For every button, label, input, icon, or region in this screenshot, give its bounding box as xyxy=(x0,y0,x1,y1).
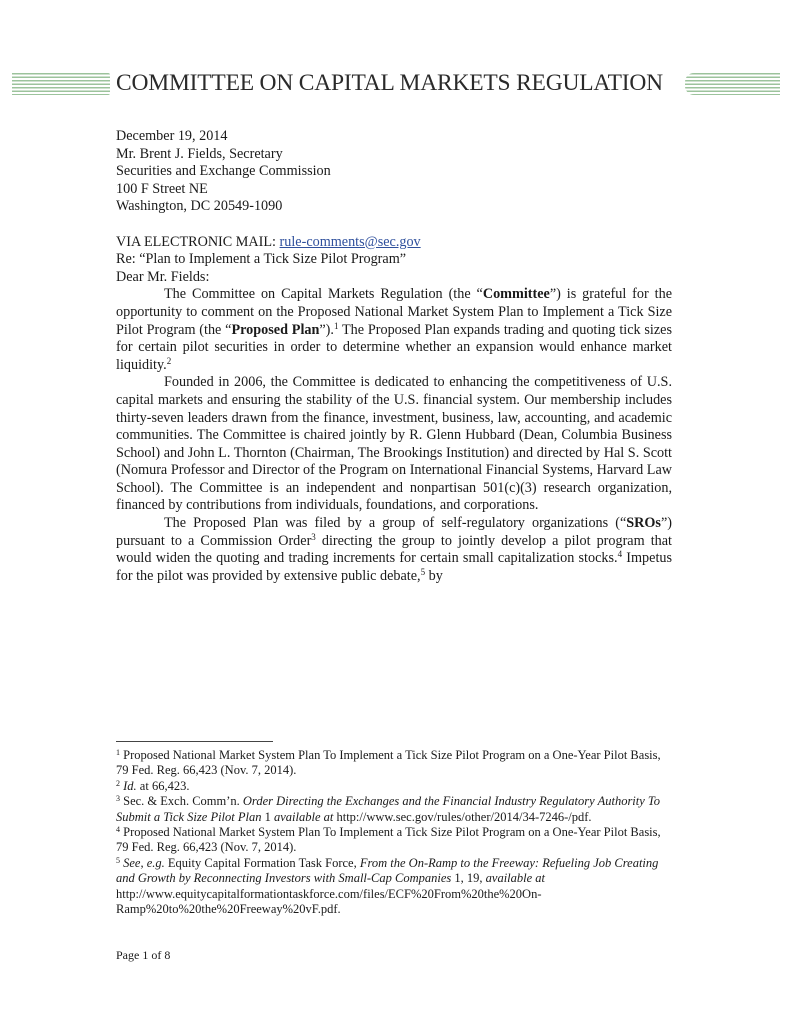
letterhead-stripes-right-icon xyxy=(685,73,780,95)
footnote-number: 5 xyxy=(116,855,120,865)
footnote-text: 1 xyxy=(261,809,274,824)
footnote-url[interactable]: http://www.equitycapitalformationtaskforce.com/files/ECF%20From%20the%20On-Ramp%20to%20the%20Freeway%20vF.pdf. xyxy=(116,886,542,917)
footnote-text: Equity Capital Formation Task Force, xyxy=(164,855,360,870)
footnote-divider xyxy=(116,741,273,742)
footnote-ref-1[interactable]: 1 xyxy=(333,320,339,331)
recipient-city: Washington, DC 20549-1090 xyxy=(116,198,283,215)
footnote-ref-5[interactable]: 5 xyxy=(420,566,426,577)
footnote-italic: Order Directing the Exchanges and the Financial Industry Regulatory Authority To Submit a Tick Size Pilot Plan xyxy=(116,794,660,824)
recipient-organization: Securities and Exchange Commission xyxy=(116,163,331,180)
defined-term-sros: SROs xyxy=(626,515,661,532)
footnote-italic: See, e.g. xyxy=(120,855,165,870)
footnote-ref-4[interactable]: 4 xyxy=(617,549,623,560)
footnote-1 xyxy=(116,748,676,779)
footnote-5 xyxy=(116,856,676,918)
footnote-italic: From the On-Ramp to the Freeway: Refueling Job Creating and Growth by Reconnecting Investors with Small-Cap Companies xyxy=(116,855,659,886)
recipient-street: 100 F Street NE xyxy=(116,180,208,197)
recipient-name: Mr. Brent J. Fields, Secretary xyxy=(116,145,283,162)
text: by xyxy=(425,567,443,584)
letterhead xyxy=(12,70,780,96)
footnote-3 xyxy=(116,794,676,825)
letterhead-stripes-left-icon xyxy=(12,73,110,95)
paragraph-1 xyxy=(116,286,672,374)
footnote-number: 4 xyxy=(116,825,120,835)
footnote-4 xyxy=(116,825,676,856)
text: The Proposed Plan was filed by a group of self-regulatory organizations (“ xyxy=(164,515,627,532)
footnote-number: 1 xyxy=(116,748,120,757)
letterhead-title: COMMITTEE ON CAPITAL MARKETS REGULATION xyxy=(116,70,663,96)
footnote-text: Proposed National Market System Plan To Implement a Tick Size Pilot Program on a One-Year Pilot Basis, 79 Fed. Reg. 66,423 (Nov. 7, 2014). xyxy=(116,825,661,855)
letter-date: December 19, 2014 xyxy=(116,128,228,144)
text: directing the group to jointly develop a pilot program that would widen the quoting and trading increments for certain small capitalization stocks. xyxy=(116,532,672,567)
footnote-ref-3[interactable]: 3 xyxy=(311,531,316,542)
paragraph-3 xyxy=(116,515,672,585)
text: ”) is grateful for the opportunity to comment on the Proposed National Market System Plan to Implement a Tick Size Pilot Program (the “ xyxy=(116,286,672,338)
footnote-2 xyxy=(116,779,676,794)
paragraph-2: Founded in 2006, the Committee is dedicated to enhancing the competitiveness of U.S. capital markets and ensuring the stability of the U.S. financial system. Our membership includes thirty-seven leaders drawn from the finance, investment, business, law, accounting, and academic communities. The Committee is chaired jointly by R. Glenn Hubbard (Dean, Columbia Business School) and John L. Thornton (Chairman, The Brookings Institution) and directed by Hal S. Scott (Nomura Professor and Director of the Program on International Financial Systems, Harvard Law School). The Committee is an independent and nonpartisan 501(c)(3) research organization, financed by contributions from individuals, foundations, and corporations. xyxy=(116,374,672,514)
defined-term-committee: Committee xyxy=(482,286,550,303)
re-line: Re: “Plan to Implement a Tick Size Pilot Program” xyxy=(116,251,407,268)
footnote-number: 3 xyxy=(116,794,120,804)
via-line xyxy=(116,234,672,252)
email-link[interactable]: rule-comments@sec.gov xyxy=(279,233,421,250)
text: The Committee on Capital Markets Regulation (the “ xyxy=(164,286,483,303)
footnote-italic: available at xyxy=(485,871,546,886)
footnotes xyxy=(116,748,676,917)
footnote-text: Proposed National Market System Plan To Implement a Tick Size Pilot Program on a One-Year Pilot Basis, 79 Fed. Reg. 66,423 (Nov. 7, 2014). xyxy=(116,748,661,778)
footnote-ref-2[interactable]: 2 xyxy=(166,355,172,366)
footnote-number: 2 xyxy=(116,778,120,788)
text: The Proposed Plan expands trading and quoting tick sizes for certain pilot securities in order to determine whether an expansion would enhance market liquidity. xyxy=(116,321,672,373)
footnote-italic: Id. xyxy=(120,778,137,793)
footnote-url[interactable]: http://www.sec.gov/rules/other/2014/34-7246-/pdf. xyxy=(333,809,592,824)
via-label: VIA ELECTRONIC MAIL: xyxy=(116,233,280,250)
footnote-text: Sec. & Exch. Comm’n. xyxy=(120,794,243,809)
text: Impetus for the pilot was provided by extensive public debate, xyxy=(116,550,672,584)
defined-term-proposed-plan: Proposed Plan xyxy=(231,321,320,338)
page-number: Page 1 of 8 xyxy=(116,948,171,962)
recipient-address xyxy=(116,146,672,216)
text: ”) pursuant to a Commission Order xyxy=(116,515,672,549)
letter-body xyxy=(116,128,672,585)
footnote-text: 1, 19, xyxy=(451,871,486,886)
footnote-italic: available at xyxy=(273,809,334,824)
text: ”). xyxy=(319,321,334,338)
footnote-text: at 66,423. xyxy=(136,778,190,793)
salutation: Dear Mr. Fields: xyxy=(116,268,210,285)
